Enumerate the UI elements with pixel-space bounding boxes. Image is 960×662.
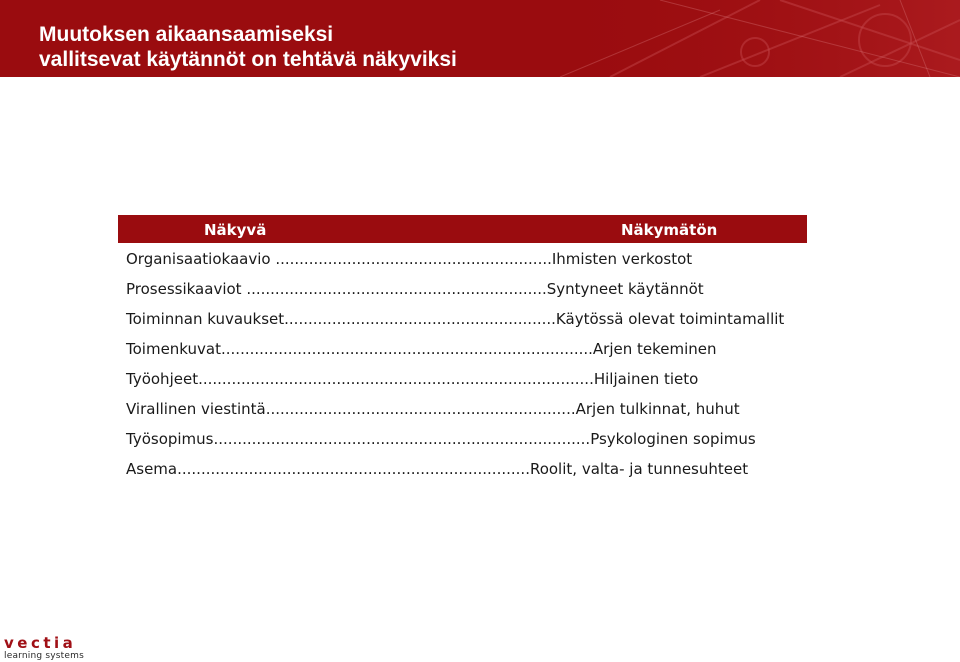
table-rows bbox=[118, 243, 807, 484]
table-row bbox=[118, 424, 807, 454]
slide-title bbox=[39, 22, 457, 72]
header-visible: Näkyvä bbox=[204, 221, 267, 239]
row-invisible-term: ..Arjen tekeminen bbox=[583, 340, 717, 358]
row-invisible-term: ..Arjen tulkinnat, huhut bbox=[566, 400, 740, 418]
row-leader-dots: ............................................................... bbox=[265, 400, 567, 418]
comparison-table bbox=[118, 215, 807, 484]
row-visible-term: Toiminnan kuvaukset bbox=[126, 310, 285, 328]
row-visible-term: Organisaatiokaavio bbox=[126, 250, 276, 268]
table-row bbox=[118, 454, 807, 484]
row-invisible-term: ..Roolit, valta- ja tunnesuhteet bbox=[520, 460, 749, 478]
row-leader-dots: ....................................................... bbox=[284, 310, 547, 328]
slide-title-line-1: Muutoksen aikaansaamiseksi bbox=[39, 23, 334, 46]
row-leader-dots: ............................................................. bbox=[246, 280, 538, 298]
logo-tagline: learning systems bbox=[4, 651, 85, 661]
row-invisible-term: ..Hiljainen tieto bbox=[584, 370, 699, 388]
logo-wordmark: vectia bbox=[4, 634, 77, 652]
row-leader-dots: ............................................................................ bbox=[221, 340, 584, 358]
row-invisible-term: ..Ihmisten verkostot bbox=[542, 250, 693, 268]
row-visible-term: Työsopimus bbox=[126, 430, 214, 448]
row-visible-term: Työohjeet bbox=[126, 370, 199, 388]
header-invisible: Näkymätön bbox=[621, 221, 718, 239]
table-row bbox=[118, 274, 807, 304]
table-row bbox=[118, 334, 807, 364]
table-header bbox=[118, 215, 807, 243]
row-visible-term: Prosessikaaviot bbox=[126, 280, 247, 298]
table-row bbox=[118, 244, 807, 274]
row-leader-dots: ................................................................................. bbox=[198, 370, 585, 388]
table-row bbox=[118, 304, 807, 334]
row-leader-dots: ............................................................................. bbox=[213, 430, 581, 448]
vectia-logo bbox=[4, 636, 84, 662]
table-row bbox=[118, 394, 807, 424]
row-invisible-term: ..Psykologinen sopimus bbox=[580, 430, 756, 448]
row-visible-term: Asema bbox=[126, 460, 178, 478]
slide-title-line-2: vallitsevat käytännöt on tehtävä näkyviksi bbox=[39, 48, 457, 71]
row-visible-term: Toimenkuvat bbox=[126, 340, 221, 358]
title-banner bbox=[0, 0, 960, 77]
row-leader-dots: ........................................................ bbox=[275, 250, 543, 268]
row-visible-term: Virallinen viestintä bbox=[126, 400, 266, 418]
table-row bbox=[118, 364, 807, 394]
row-leader-dots: ........................................................................ bbox=[177, 460, 521, 478]
row-invisible-term: ..Syntyneet käytännöt bbox=[537, 280, 704, 298]
row-invisible-term: ..Käytössä olevat toimintamallit bbox=[546, 310, 785, 328]
